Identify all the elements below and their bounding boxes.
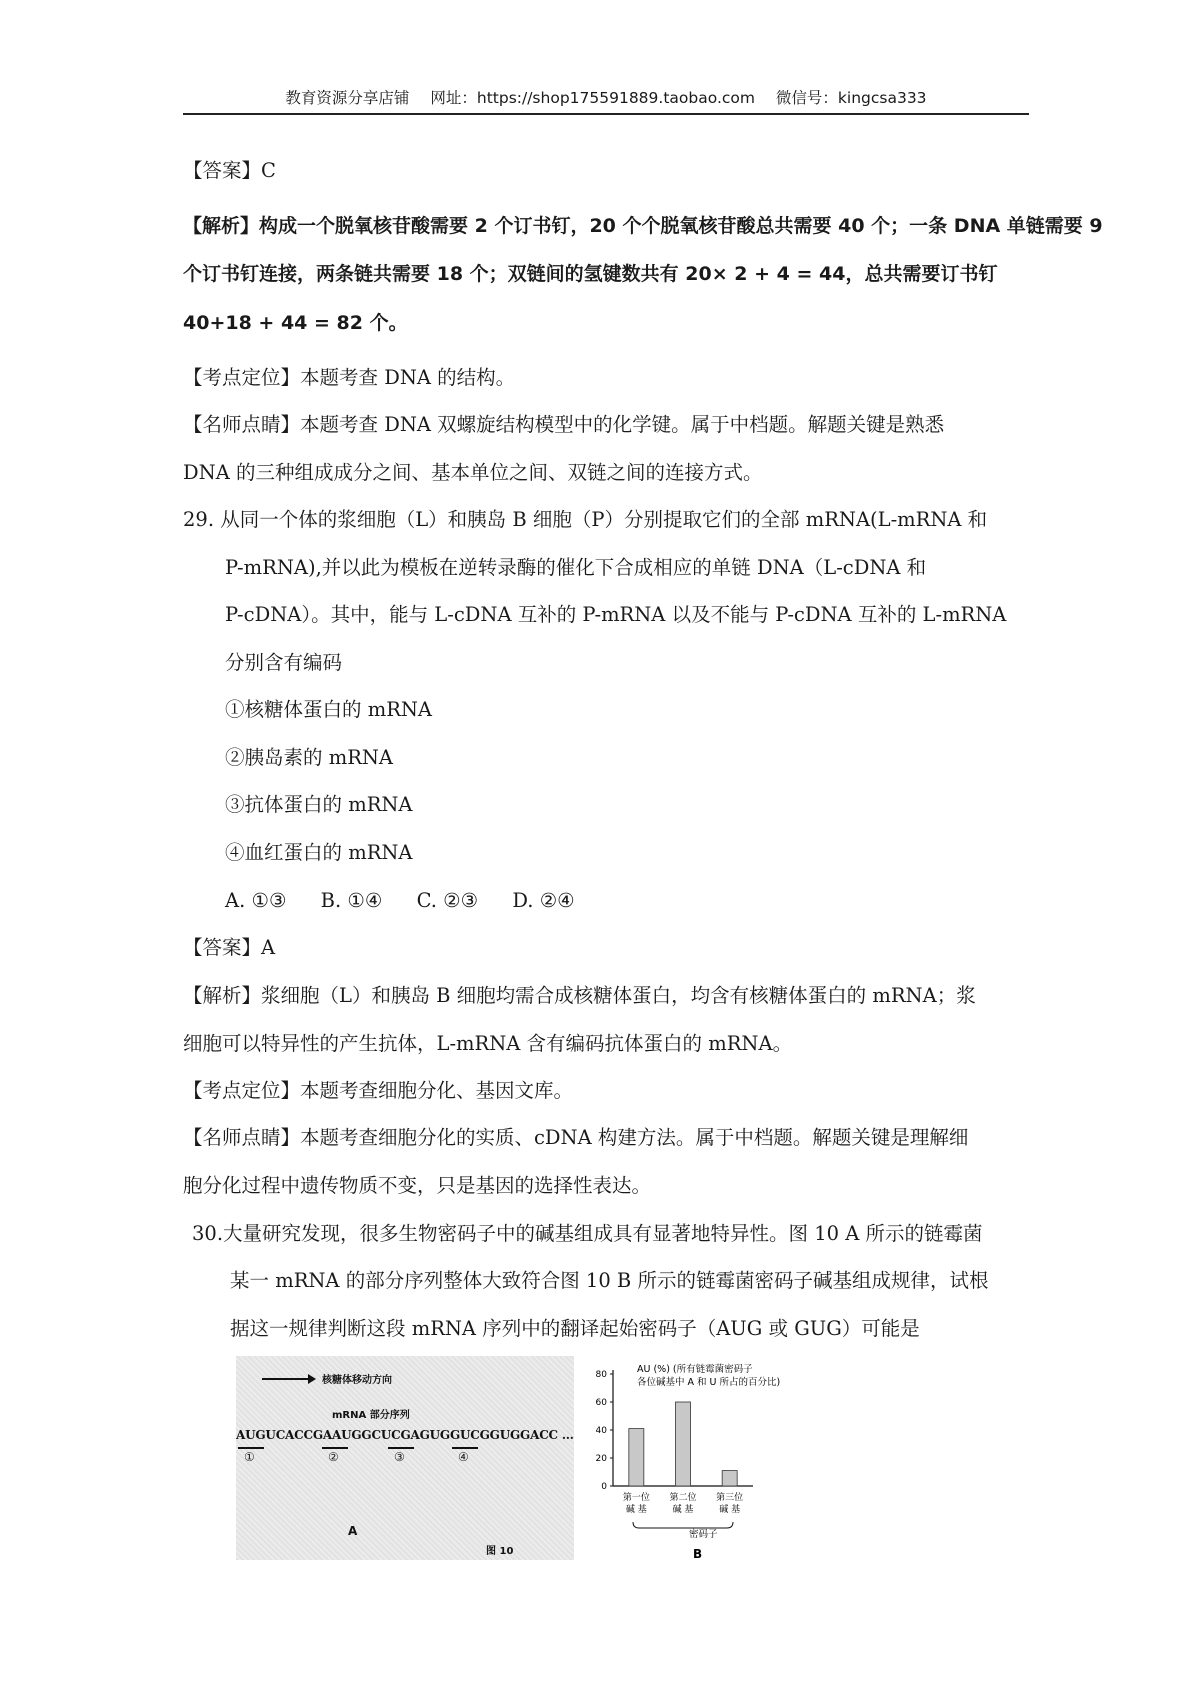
option-a[interactable]: A. ①③ bbox=[225, 889, 287, 912]
option-c[interactable]: C. ②③ bbox=[416, 889, 479, 912]
analysis-28-line2: 个订书钉连接，两条链共需要 18 个；双链间的氢键数共有 20× 2 + 4 = 44，总共需要订书钉 bbox=[183, 263, 998, 285]
y-tick-label-0: 0 bbox=[601, 1482, 607, 1492]
comment-29-line2: 胞分化过程中遗传物质不变，只是基因的选择性表达。 bbox=[183, 1174, 652, 1197]
analysis-28-line3: 40+18 + 44 = 82 个。 bbox=[183, 312, 408, 334]
bar-2 bbox=[722, 1471, 737, 1486]
codon-underline-3 bbox=[388, 1447, 414, 1449]
y-tick-label-2: 40 bbox=[595, 1426, 607, 1436]
question-30-line3: 据这一规律判断这段 mRNA 序列中的翻译起始密码子（AUG 或 GUG）可能是 bbox=[230, 1317, 920, 1340]
y-tick-label-1: 20 bbox=[595, 1454, 607, 1464]
item-1: ①核糖体蛋白的 mRNA bbox=[225, 698, 433, 721]
category-brace bbox=[633, 1522, 733, 1528]
marker-2: ② bbox=[328, 1450, 339, 1464]
x-tick-label-2-0: 第三位 bbox=[716, 1493, 744, 1503]
comment-29-line1: 【名师点睛】本题考查细胞分化的实质、cDNA 构建方法。属于中档题。解题关键是理解细 bbox=[183, 1126, 969, 1149]
direction-label: 核糖体移动方向 bbox=[322, 1375, 392, 1386]
question-30-line1: 30.大量研究发现，很多生物密码子中的碱基组成具有显著地特异性。图 10 A 所示的链霉菌 bbox=[192, 1222, 983, 1245]
question-29-line1: 29. 从同一个体的浆细胞（L）和胰岛 B 细胞（P）分别提取它们的全部 mRNA(L-mRNA 和 bbox=[183, 508, 988, 531]
analysis-29-line1: 【解析】浆细胞（L）和胰岛 B 细胞均需合成核糖体蛋白，均含有核糖体蛋白的 mRNA；浆 bbox=[183, 984, 976, 1007]
mrna-sequence: AUGUCACCGAAUGGCUCGAGUGGUCGGUGGACC … bbox=[236, 1428, 574, 1442]
au-percent-bar-chart bbox=[581, 1356, 1020, 1560]
direction-arrow bbox=[262, 1378, 312, 1380]
options-29 bbox=[225, 887, 603, 915]
bar-0 bbox=[629, 1429, 644, 1486]
topic-29: 【考点定位】本题考查细胞分化、基因文库。 bbox=[183, 1079, 574, 1102]
question-30-line2: 某一 mRNA 的部分序列整体大致符合图 10 B 所示的链霉菌密码子碱基组成规律，试根 bbox=[230, 1269, 989, 1292]
page-header bbox=[183, 85, 1029, 115]
marker-1: ① bbox=[244, 1450, 255, 1464]
analysis-28-line1: 【解析】构成一个脱氧核苷酸需要 2 个订书钉，20 个个脱氧核苷酸总共需要 40 个；一条 DNA 单链需要 9 bbox=[183, 215, 1103, 237]
y-tick-label-3: 60 bbox=[595, 1398, 607, 1408]
panel-a-label: A bbox=[348, 1524, 358, 1538]
question-29-line3: P-cDNA）。其中，能与 L-cDNA 互补的 P-mRNA 以及不能与 P-cDNA 互补的 L-mRNA bbox=[225, 603, 1007, 626]
option-b[interactable]: B. ①④ bbox=[320, 889, 383, 912]
shop-url[interactable]: 网址：https://shop175591889.taobao.com bbox=[430, 89, 755, 107]
question-29-line2: P-mRNA),并以此为模板在逆转录酶的催化下合成相应的单链 DNA（L-cDNA 和 bbox=[225, 556, 927, 579]
marker-4: ④ bbox=[458, 1450, 469, 1464]
arrow-head-icon bbox=[308, 1374, 316, 1384]
item-2: ②胰岛素的 mRNA bbox=[225, 746, 394, 769]
bar-1 bbox=[676, 1402, 691, 1486]
chart-title-line2: 各位碱基中 A 和 U 所占的百分比) bbox=[637, 1377, 781, 1388]
codon-underline-4 bbox=[452, 1447, 478, 1449]
topic-28: 【考点定位】本题考查 DNA 的结构。 bbox=[183, 366, 516, 389]
comment-28-line2: DNA 的三种组成成分之间、基本单位之间、双链之间的连接方式。 bbox=[183, 461, 763, 484]
shop-name: 教育资源分享店铺 bbox=[285, 89, 410, 107]
option-d[interactable]: D. ②④ bbox=[512, 889, 575, 912]
item-3: ③抗体蛋白的 mRNA bbox=[225, 793, 413, 816]
x-tick-label-0-0: 第一位 bbox=[622, 1493, 650, 1503]
panel-b-label: B bbox=[693, 1547, 703, 1560]
answer-29: 【答案】A bbox=[183, 936, 276, 959]
chart-title-line1: AU (%) (所有链霉菌密码子 bbox=[637, 1364, 753, 1375]
x-tick-label-2-1: 碱 基 bbox=[719, 1505, 741, 1515]
figure-10 bbox=[236, 1356, 1020, 1560]
y-tick-label-4: 80 bbox=[595, 1370, 607, 1380]
x-tick-label-1-0: 第二位 bbox=[669, 1493, 697, 1503]
wechat-id: 微信号：kingcsa333 bbox=[775, 89, 927, 107]
analysis-29-line2: 细胞可以特异性的产生抗体，L-mRNA 含有编码抗体蛋白的 mRNA。 bbox=[183, 1032, 793, 1055]
x-tick-label-0-1: 碱 基 bbox=[625, 1505, 647, 1515]
figure-panel-a bbox=[236, 1356, 574, 1560]
codon-underline-2 bbox=[322, 1447, 348, 1449]
x-tick-label-1-1: 碱 基 bbox=[672, 1505, 694, 1515]
figure-panel-b bbox=[581, 1356, 1020, 1560]
codon-underline-1 bbox=[238, 1447, 264, 1449]
item-4: ④血红蛋白的 mRNA bbox=[225, 841, 413, 864]
figure-caption: 图 10 bbox=[486, 1546, 514, 1557]
x-axis-label: 密码子 bbox=[689, 1529, 718, 1540]
question-29-line4: 分别含有编码 bbox=[225, 651, 343, 674]
comment-28-line1: 【名师点睛】本题考查 DNA 双螺旋结构模型中的化学键。属于中档题。解题关键是熟悉 bbox=[183, 413, 945, 436]
marker-3: ③ bbox=[394, 1450, 405, 1464]
sequence-title: mRNA 部分序列 bbox=[332, 1410, 410, 1421]
answer-28: 【答案】C bbox=[183, 159, 276, 182]
